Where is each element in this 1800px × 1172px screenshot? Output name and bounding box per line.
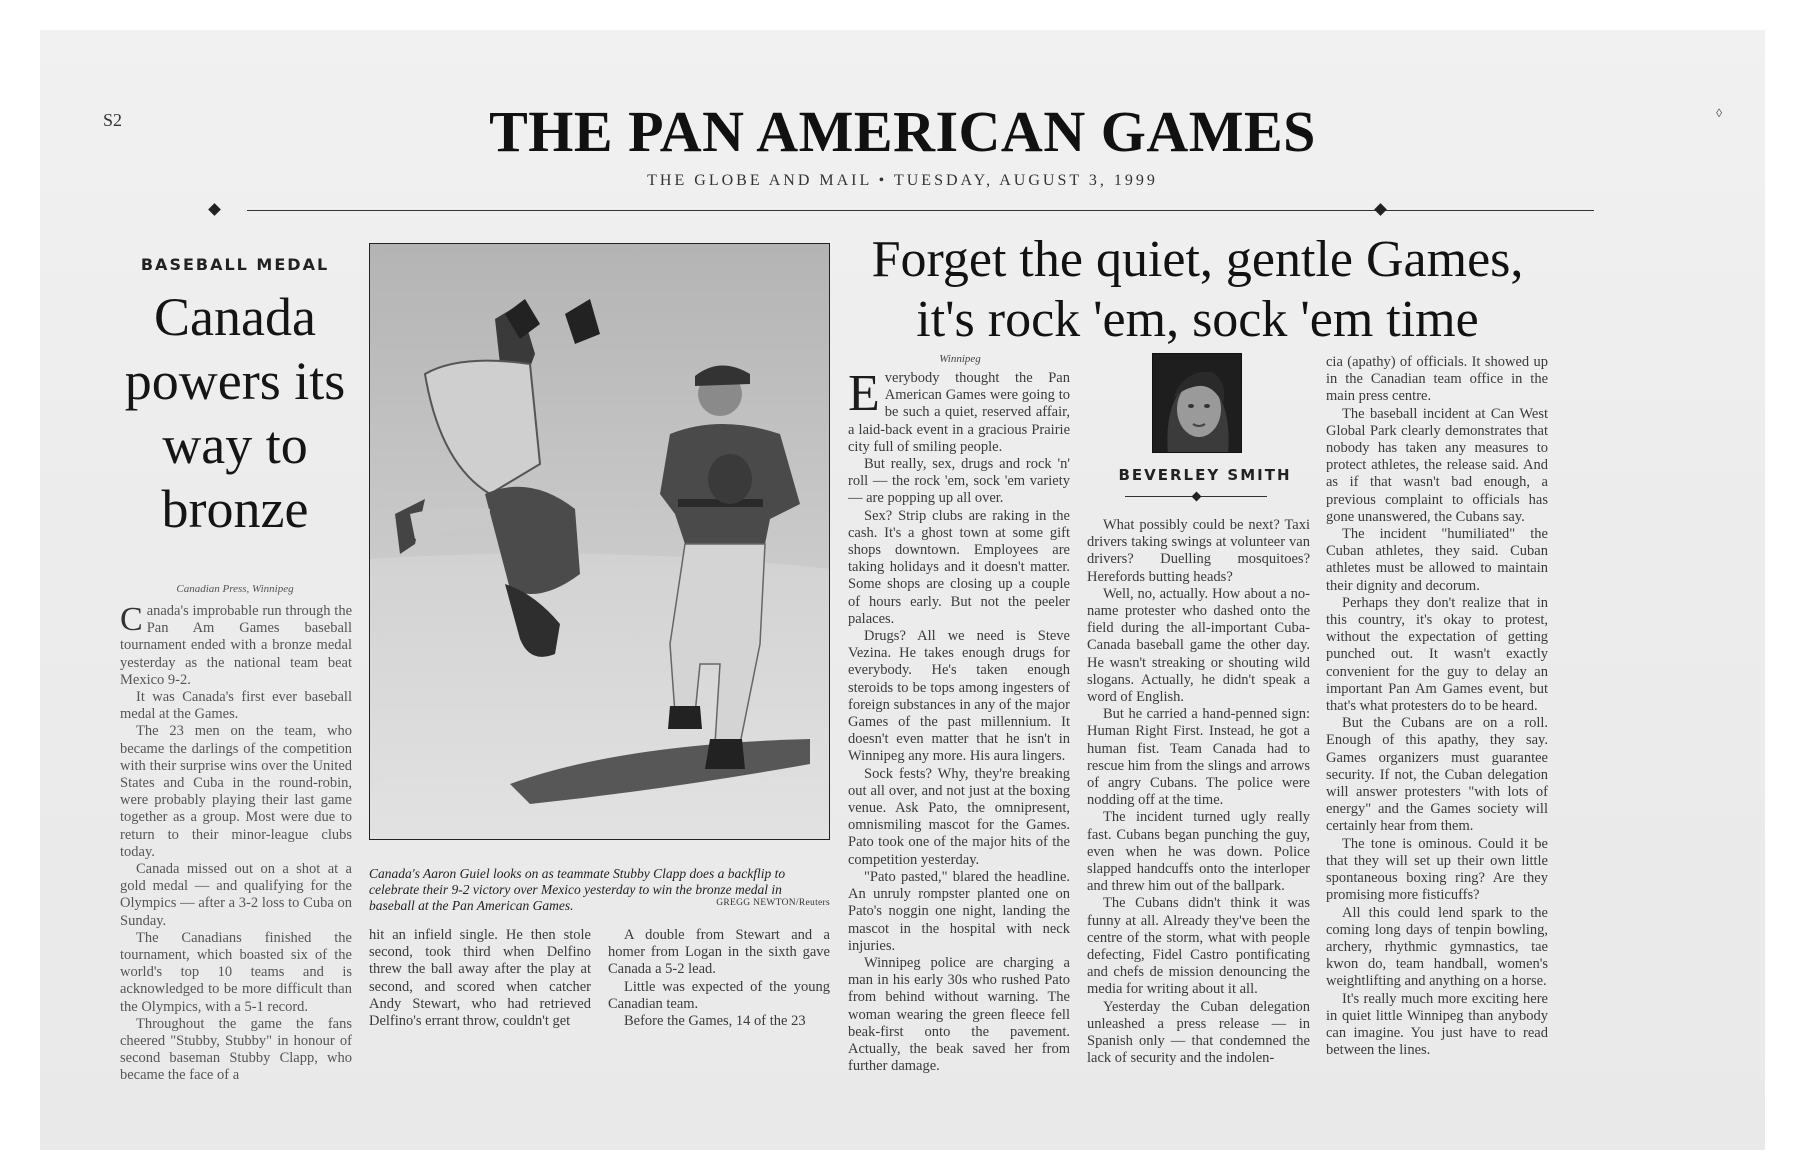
sidebar-paragraph: The Canadians finished the tournament, which boasted six of the world's top 10 teams and is acknowledged to be more difficult than the Olympics, with a 5-1 record. [120,929,352,1015]
main-column-3 [1326,354,1548,1059]
main-paragraph: But he carried a hand-penned sign: Human Right First. Instead, he got a human fist. Team Canada had to rescue him from the slings and arrows of angry Cubans. The police were nodding off at the time. [1087,706,1310,809]
photo-caption: Canada's Aaron Guiel looks on as teammate Stubby Clapp does a backflip to celebrate their 9-2 victory over Mexico yesterday to win the bronze medal in baseball at the Pan American Games. [369,866,786,913]
sidebar-headline: Canada powers its way to bronze [124,287,346,539]
newspaper-page [40,30,1765,1150]
main-paragraph: Drugs? All we need is Steve Vezina. He takes enough drugs for everybody. He's taken enough steroids to be tops among ingesters of foreign substances in any of the major Games of the past millennium. It doesn't even matter that he isn't in Winnipeg any more. His aura lingers. [848,628,1070,765]
main-column-2 [1087,517,1310,1068]
main-column-1 [848,365,1070,1075]
main-paragraph: "Pato pasted," blared the headline. An unruly rompster planted one on Pato's noggin one night, landing the mascot in the hospital with neck injuries. [848,868,1070,954]
sidebar-first-paragraph: Canada's improbable run through the Pan Am Games baseball tournament ended with a bronze medal yesterday as the national team beat Mexico 9-2. [120,601,352,688]
main-paragraph: The baseball incident at Can West Global Park clearly demonstrates that nobody has taken any measures to protect athletes, the release said. And as if that wasn't bad enough, a previous complaint to officials has gone unanswered, the Cubans say. [1326,405,1548,525]
sidebar-continued-paragraph: A double from Stewart and a homer from Logan in the sixth gave Canada a 5-2 lead. [608,927,830,978]
main-paragraph: The incident "humiliated" the Cuban athletes, they said. Cuban athletes must be allowed to maintain their dignity and decorum. [1326,526,1548,594]
fold-mark-icon: ◊ [1716,106,1722,120]
main-paragraph: cia (apathy) of officials. It showed up in the Canadian team office in the main press centre. [1326,354,1548,405]
baseball-photo [369,243,830,840]
main-paragraph: Sex? Strip clubs are raking in the cash. It's a ghost town at some gift shops downtown. Employees are taking holidays and it doesn't matter. Some shops are closing up a couple of hours early. But not the peeler palaces. [848,507,1070,627]
main-paragraph: But really, sex, drugs and rock 'n' roll — the rock 'em, sock 'em variety — are popping up all over. [848,456,1070,507]
main-first-paragraph: Everybody thought the Pan American Games were going to be such a quiet, reserved affair, a laid-back event in a gracious Prairie city full of smiling people. [848,365,1070,455]
main-paragraph: What possibly could be next? Taxi drivers taking swings at volunteer van drivers? Duelling mosquitoes? Herefords butting heads? [1087,517,1310,585]
main-paragraph: Winnipeg police are charging a man in his early 30s who rushed Pato from behind without warning. The woman wearing the green fleece fell beak-first onto the pavement. Actually, the beak saved her from further damage. [848,954,1070,1075]
main-paragraph: Sock fests? Why, they're breaking out all over, and not just at the boxing venue. Ask Pato, the omnipresent, omnismiling mascot for the Games. Pato took one of the major hits of the competition yesterday. [848,765,1070,868]
sidebar-column-1 [120,603,352,1085]
main-paragraph: The incident turned ugly really fast. Cubans began punching the guy, even when he was down. Police slapped handcuffs onto the interloper and threw him out of the ballpark. [1087,809,1310,895]
sidebar-column-3 [608,927,830,1030]
sidebar-kicker: BASEBALL MEDAL [140,255,330,274]
page-number: S2 [103,110,123,130]
main-paragraph: The Cubans didn't think it was funny at all. Already they've been the centre of the storm, what with people defecting, Fidel Castro pontificating and chefs de mission denouncing the media for writing about it all. [1087,895,1310,998]
photo-credit: GREGG NEWTON/Reuters [716,898,830,908]
main-paragraph: All this could lend spark to the coming long days of tenpin bowling, archery, rhythmic gymnastics, tae kwon do, team handball, women's weightlifting and anything on a horse. [1326,904,1548,990]
byline: BEVERLEY SMITH [1118,466,1292,484]
sidebar-continued-paragraph: Little was expected of the young Canadian team. [608,978,830,1012]
dateline: THE GLOBE AND MAIL • TUESDAY, AUGUST 3, 1999 [647,172,1158,189]
sidebar-continued-paragraph: Before the Games, 14 of the 23 [624,1013,806,1030]
main-paragraph: Well, no, actually. How about a no-name protester who dashed onto the field during the all-important Cuba-Canada baseball game the other day. He wasn't streaking or shouting wild slogans. Actually, he didn't speak a word of English. [1087,585,1310,706]
sidebar-column-2 [369,927,591,1030]
sidebar-paragraph: Canada missed out on a shot at a gold medal — and qualifying for the Olympics — after a 3-2 loss to Cuba on Sunday. [120,861,352,929]
sidebar-paragraph: It was Canada's first ever baseball medal at the Games. [120,689,352,723]
sidebar-paragraph: Throughout the game the fans cheered "Stubby, Stubby" in honour of second baseman Stubby Clapp, who became the face of a [120,1015,352,1084]
author-portrait [1152,353,1242,453]
baseball-photo-illustration [370,244,830,840]
main-story-location: Winnipeg [939,353,981,365]
masthead-rule [247,210,1594,211]
main-paragraph: But the Cubans are on a roll. Enough of this apathy, they say. Games organizers must guarantee security. If not, the Cuban delegation will answer protesters "with lots of energy" and the Games society will certainly hear from them. [1326,715,1548,835]
rule-diamond-left-icon [208,203,221,216]
sidebar-drop-cap: C [120,601,143,638]
main-headline-line-1: Forget the quiet, gentle Games, [871,231,1524,288]
sidebar-credit: Canadian Press, Winnipeg [176,583,294,595]
main-paragraph: It's really much more exciting here in quiet little Winnipeg than anybody can imagine. You just have to read between the lines. [1326,990,1548,1059]
masthead: THE PAN AMERICAN GAMES [489,99,1316,164]
main-paragraph: Perhaps they don't realize that in this country, it's okay to protest, without the expectation of getting punched out. It wasn't exactly convenient for the guy to delay an important Pan Am Games event, but that's what protesters do to be heard. [1326,594,1548,715]
main-drop-cap: E [848,365,880,422]
rule-diamond-right-icon [1374,203,1387,216]
sidebar-paragraph: The 23 men on the team, who became the darlings of the competition with their surprise wins over the United States and Cuba in the round-robin, were probably playing their last game together as a group. Most were due to return to their minor-league clubs today. [120,723,352,860]
main-headline-line-2: it's rock 'em, sock 'em time [916,291,1479,348]
main-paragraph: The tone is ominous. Could it be that they will set up their own little spontaneous boxing ring? Are they promising more fisticuffs? [1326,835,1548,904]
sidebar-continued-paragraph: hit an infield single. He then stole second, took third when Delfino threw the ball away after the play at second, and scored when catcher Andy Stewart, who had retrieved Delfino's errant throw, couldn't get [369,927,591,1030]
main-paragraph: Yesterday the Cuban delegation unleashed a press release — in Spanish only — that condemned the lack of security and the indolen- [1087,998,1310,1067]
main-headline [845,230,1550,350]
byline-diamond-icon [1192,492,1202,502]
